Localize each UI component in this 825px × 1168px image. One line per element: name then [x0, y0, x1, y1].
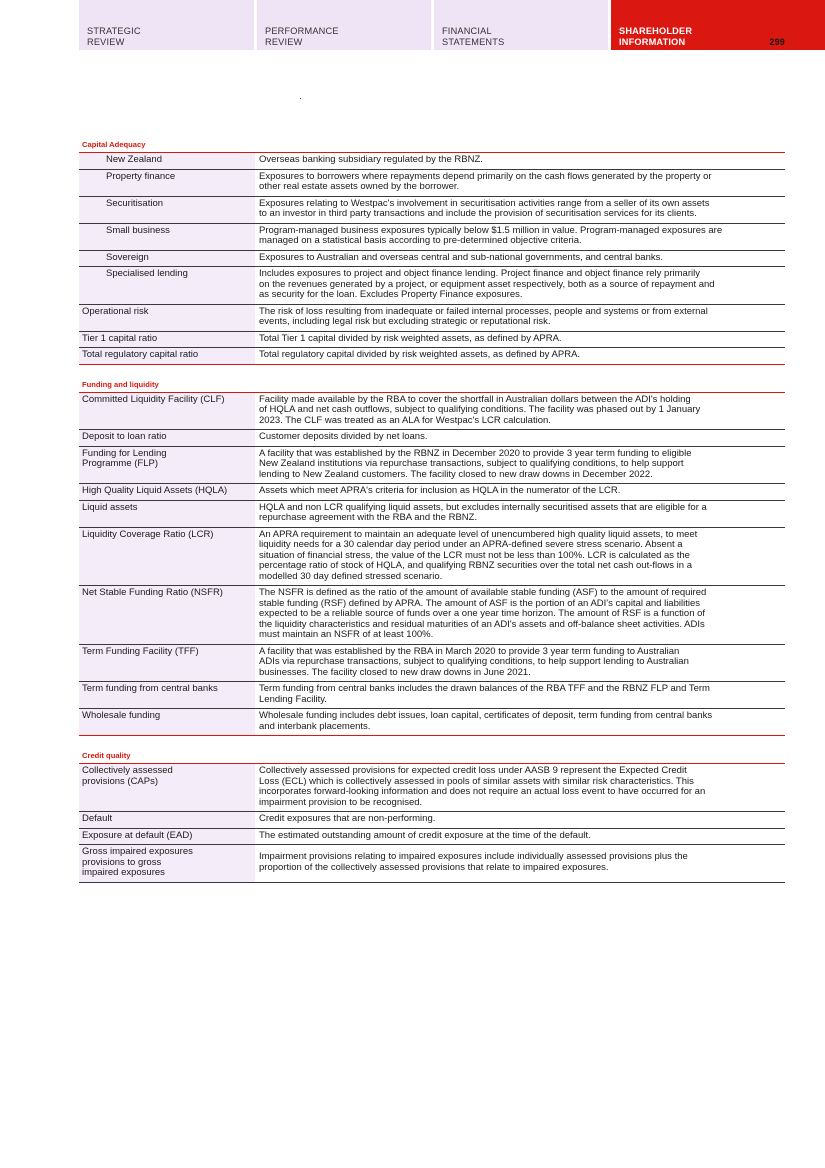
tab-strategic-review[interactable] — [79, 0, 254, 50]
term-line: Exposure at default (EAD) — [82, 829, 193, 841]
definition-line: Impairment provisions relating to impaired exposures include individually assessed provisions plus the — [259, 851, 688, 863]
section-title: Funding and liquidity — [79, 379, 785, 393]
definition-line: A facility that was established by the RBA in March 2020 to provide 3 year term funding to Australian — [259, 645, 680, 657]
definition-line: The risk of loss resulting from inadequate or failed internal processes, people and systems or from external — [259, 305, 708, 317]
term-line: Collectively assessed — [82, 765, 173, 776]
glossary-term — [79, 586, 255, 644]
definition-line: Exposures relating to Westpac's involvement in securitisation activities range from a seller of its own assets — [259, 197, 710, 209]
glossary-row — [79, 305, 785, 332]
definition-line: stable funding (RSF) defined by APRA. The amount of ASF is the portion of an ADI's capital and liabilities — [259, 597, 700, 609]
tab-label-line-2: INFORMATION — [619, 36, 686, 47]
tab-label-line-2: REVIEW — [265, 36, 303, 47]
term-line: Deposit to loan ratio — [82, 431, 167, 442]
term-line: Liquidity Coverage Ratio (LCR) — [82, 528, 214, 540]
glossary-term — [79, 305, 255, 331]
term-line: Small business — [106, 224, 170, 236]
glossary-row — [79, 812, 785, 829]
definition-line: Lending Facility. — [259, 693, 327, 705]
definition-line: ADIs via repurchase transactions, subject to qualifying conditions, to help support lending to Australian — [259, 656, 689, 667]
glossary-term — [79, 447, 255, 484]
glossary-definition — [255, 586, 785, 644]
glossary-row — [79, 709, 785, 736]
definition-line: events, including legal risk but excluding strategic or reputational risk. — [259, 316, 551, 327]
glossary-definition — [255, 224, 785, 250]
glossary-row — [79, 501, 785, 528]
glossary-definition — [255, 197, 785, 223]
definition-line: businesses. The facility closed to new draw downs in June 2021. — [259, 666, 531, 678]
glossary-row — [79, 484, 785, 501]
glossary-row — [79, 348, 785, 365]
definition-line: repurchase agreement with the RBA and the RBNZ. — [259, 512, 478, 523]
definition-line: Customer deposits divided by net loans. — [259, 431, 428, 442]
glossary-row — [79, 430, 785, 447]
glossary-term — [79, 332, 255, 348]
tab-label-line-2: STATEMENTS — [442, 36, 505, 47]
glossary-term — [79, 501, 255, 527]
term-line: Term funding from central banks — [82, 683, 218, 694]
glossary-definition — [255, 305, 785, 331]
glossary-definition — [255, 348, 785, 364]
definition-line: Wholesale funding includes debt issues, loan capital, certificates of deposit, term funding from central banks — [259, 710, 713, 721]
definition-line: An APRA requirement to maintain an adequate level of unencumbered high quality liquid assets, to meet — [259, 528, 698, 540]
definition-line: Exposures to Australian and overseas central and sub-national governments, and central banks. — [259, 251, 663, 263]
definition-line: Total Tier 1 capital divided by risk weighted assets, as defined by APRA. — [259, 332, 562, 344]
definition-line: Overseas banking subsidiary regulated by the RBNZ. — [259, 154, 483, 165]
tab-label-line-2: REVIEW — [87, 36, 125, 47]
term-line: Programme (FLP) — [82, 458, 159, 469]
definition-line: other real estate assets owned by the borrower. — [259, 181, 460, 192]
definition-line: as security for the loan. Excludes Property Finance exposures. — [259, 289, 523, 300]
glossary-row — [79, 764, 785, 812]
definition-line: the liquidity characteristics and residual maturities of an ADI's assets and off-balance sheet activities. ADIs — [259, 618, 705, 630]
definition-line: Facility made available by the RBA to cover the shortfall in Australian dollars between the ADI's holding — [259, 393, 691, 405]
section-title: Credit quality — [79, 750, 785, 764]
definition-line: Collectively assessed provisions for expected credit loss under AASB 9 represent the Expected Credit — [259, 765, 687, 776]
definition-line: HQLA and non LCR qualifying liquid assets, but excludes internally securitised assets that are eligible for a — [259, 501, 707, 513]
glossary-term — [79, 348, 255, 364]
glossary-definition — [255, 764, 785, 811]
definition-line: Exposures to borrowers where repayments depend primarily on the cash flows generated by the property or — [259, 170, 712, 182]
definition-line: Includes exposures to project and object finance lending. Project finance and object finance rely primarily — [259, 268, 700, 279]
glossary-definition — [255, 829, 785, 845]
term-line: Wholesale funding — [82, 710, 161, 721]
glossary-term — [79, 251, 255, 267]
glossary-term — [79, 709, 255, 735]
tab-label-line-1: SHAREHOLDER — [619, 26, 693, 36]
glossary-term — [79, 393, 255, 430]
term-line: provisions (CAPs) — [82, 775, 159, 787]
glossary-term — [79, 645, 255, 682]
glossary-row — [79, 393, 785, 431]
tab-financial-statements[interactable] — [434, 0, 608, 50]
term-line: Net Stable Funding Ratio (NSFR) — [82, 587, 223, 598]
definition-line: Loss (ECL) which is collectively assessed in pools of similar assets with similar risk characteristics. This — [259, 775, 694, 787]
definition-line: to an investor in third party transactions and include the provision of securitisation services for its clients. — [259, 208, 697, 219]
glossary-definition — [255, 484, 785, 500]
glossary-definition — [255, 332, 785, 348]
definition-line: and interbank placements. — [259, 720, 371, 732]
definition-line: impairment provision to be recognised. — [259, 796, 423, 808]
glossary-table — [79, 139, 785, 883]
glossary-row — [79, 170, 785, 197]
term-line: Operational risk — [82, 305, 149, 317]
stray-dot — [300, 98, 301, 99]
tab-shareholder-information[interactable] — [611, 0, 825, 50]
glossary-row — [79, 586, 785, 645]
glossary-definition — [255, 645, 785, 682]
glossary-term — [79, 267, 255, 304]
term-line: Funding for Lending — [82, 447, 167, 459]
glossary-definition — [255, 845, 785, 882]
definition-line: 2023. The CLF was treated as an ALA for Westpac's LCR calculation. — [259, 414, 551, 426]
section-title: Capital Adequacy — [79, 139, 785, 153]
definition-line: A facility that was established by the RBNZ in December 2020 to provide 3 year term funding to eligible — [259, 447, 692, 459]
glossary-definition — [255, 170, 785, 196]
definition-line: Assets which meet APRA's criteria for inclusion as HQLA in the numerator of the LCR. — [259, 485, 621, 496]
glossary-term — [79, 224, 255, 250]
term-line: Default — [82, 813, 113, 824]
glossary-definition — [255, 528, 785, 586]
definition-line: modelled 30 day defined stressed scenario. — [259, 570, 443, 582]
tab-label-line-1: STRATEGIC — [87, 26, 141, 36]
glossary-row — [79, 829, 785, 846]
glossary-definition — [255, 267, 785, 304]
top-navigation — [79, 0, 825, 50]
glossary-term — [79, 764, 255, 811]
glossary-row — [79, 682, 785, 709]
glossary-definition — [255, 251, 785, 267]
term-line: Total regulatory capital ratio — [82, 349, 199, 360]
glossary-term — [79, 812, 255, 828]
term-line: impaired exposures — [82, 867, 165, 878]
definition-line: proportion of the collectively assessed provisions that relate to impaired exposures. — [259, 861, 609, 873]
term-line: Specialised lending — [106, 268, 188, 279]
glossary-term — [79, 153, 255, 169]
tab-performance-review[interactable] — [257, 0, 431, 50]
tab-label-line-1: FINANCIAL — [442, 26, 492, 36]
definition-line: Credit exposures that are non-performing. — [259, 813, 436, 824]
glossary-definition — [255, 682, 785, 708]
glossary-definition — [255, 430, 785, 446]
definition-line: Total regulatory capital divided by risk weighted assets, as defined by APRA. — [259, 349, 581, 360]
definition-line: incorporates forward-looking information and does not require an actual loss event to have occurred for an — [259, 786, 706, 797]
glossary-term — [79, 682, 255, 708]
glossary-row — [79, 645, 785, 683]
page-number: 299 — [769, 37, 785, 47]
glossary-row — [79, 332, 785, 349]
term-line: New Zealand — [106, 154, 162, 165]
term-line: Term Funding Facility (TFF) — [82, 645, 199, 657]
definition-line: must maintain an NSFR of at least 100%. — [259, 629, 434, 640]
glossary-row — [79, 447, 785, 485]
definition-line: on the revenues generated by a project, or equipment asset respectively, both as a source of repayment and — [259, 278, 715, 290]
glossary-row — [79, 267, 785, 305]
glossary-definition — [255, 447, 785, 484]
definition-line: lending to New Zealand customers. The facility closed to new draw downs in December 2022. — [259, 468, 653, 480]
glossary-row — [79, 528, 785, 587]
definition-line: The NSFR is defined as the ratio of the amount of available stable funding (ASF) to the amount of required — [259, 587, 707, 598]
definition-line: of HQLA and net cash outflows, subject to qualifying conditions. The facility was phased out by 1 January — [259, 404, 701, 415]
term-line: Property finance — [106, 170, 176, 182]
tab-label-line-1: PERFORMANCE — [265, 26, 339, 36]
term-line: Sovereign — [106, 251, 149, 263]
glossary-term — [79, 829, 255, 845]
glossary-definition — [255, 153, 785, 169]
glossary-definition — [255, 501, 785, 527]
term-line: Liquid assets — [82, 501, 138, 513]
term-line: provisions to gross — [82, 856, 162, 868]
term-line: High Quality Liquid Assets (HQLA) — [82, 485, 228, 496]
glossary-row — [79, 845, 785, 883]
glossary-term — [79, 845, 255, 882]
term-line: Tier 1 capital ratio — [82, 332, 158, 344]
term-line: Committed Liquidity Facility (CLF) — [82, 393, 225, 405]
glossary-row — [79, 197, 785, 224]
glossary-row — [79, 251, 785, 268]
glossary-definition — [255, 812, 785, 828]
glossary-term — [79, 484, 255, 500]
definition-line: percentage ratio of stock of HQLA, and qualifying RBNZ securities over the total net cash out-flows in a — [259, 560, 692, 571]
glossary-term — [79, 170, 255, 196]
definition-line: liquidity needs for a 30 calendar day period under an APRA-defined severe stress scenario. Absent a — [259, 539, 683, 550]
definition-line: New Zealand institutions via repurchase transactions, subject to qualifying conditions, to help support — [259, 458, 684, 469]
glossary-row — [79, 224, 785, 251]
glossary-term — [79, 430, 255, 446]
definition-line: Term funding from central banks includes the drawn balances of the RBA TFF and the RBNZ FLP and Term — [259, 683, 710, 694]
glossary-definition — [255, 393, 785, 430]
glossary-term — [79, 528, 255, 586]
glossary-term — [79, 197, 255, 223]
glossary-definition — [255, 709, 785, 735]
definition-line: Program-managed business exposures typically below $1.5 million in value. Program-managed exposures are — [259, 224, 723, 236]
term-line: Gross impaired exposures — [82, 846, 193, 857]
glossary-row — [79, 153, 785, 170]
definition-line: expected to be a reliable source of funds over a one year time horizon. The amount of RSF is a function of — [259, 608, 706, 619]
definition-line: managed on a statistical basis according to pre-determined objective criteria. — [259, 235, 582, 246]
definition-line: The estimated outstanding amount of credit exposure at the time of the default. — [259, 829, 591, 841]
definition-line: situation of financial stress, the value of the LCR must not be less than 100%. LCR is calculated as the — [259, 549, 690, 561]
term-line: Securitisation — [106, 197, 164, 209]
